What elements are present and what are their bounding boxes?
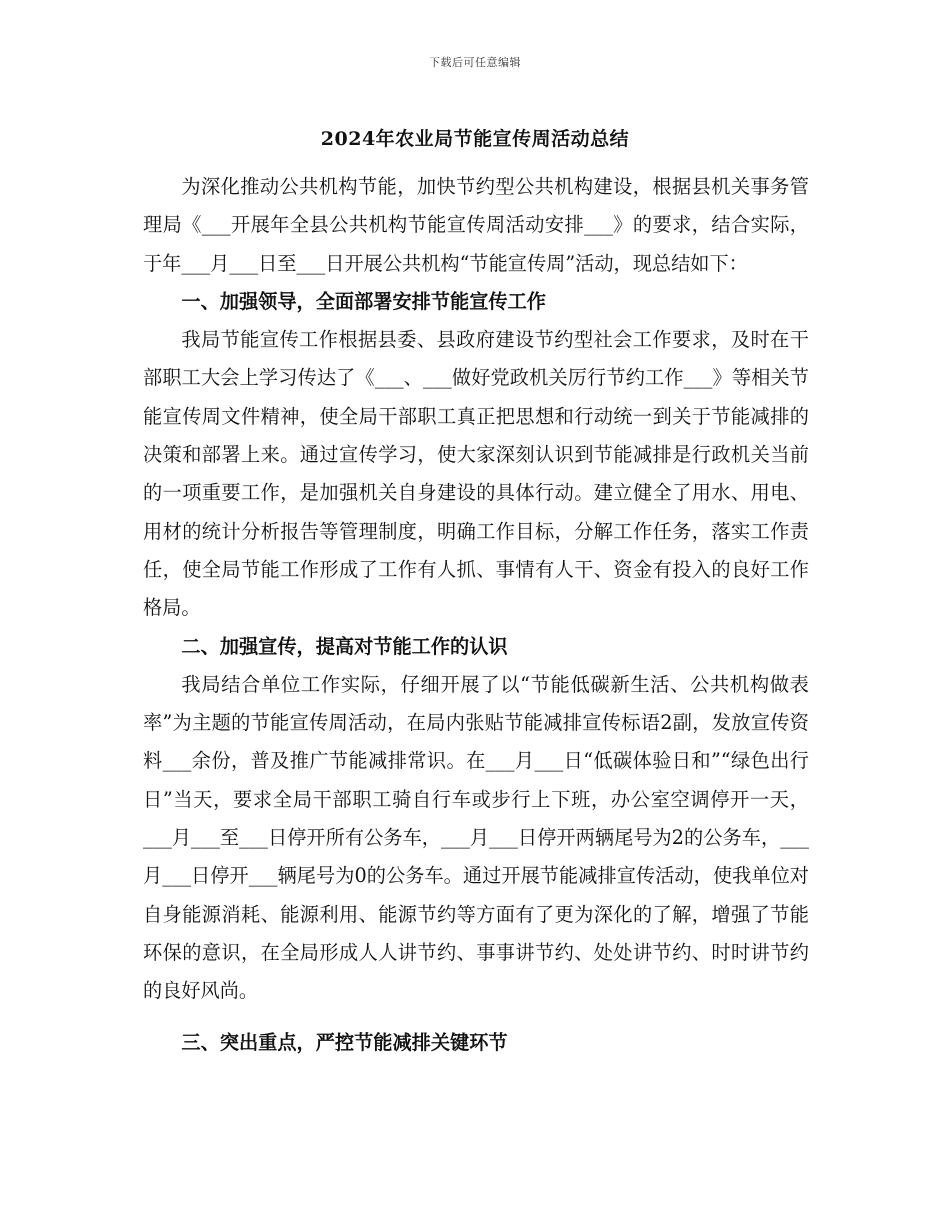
section-1-paragraph: 我局节能宣传工作根据县委、县政府建设节约型社会工作要求，及时在干部职工大会上学习传达了《___、___做好党政机关厉行节约工作___》等相关节能宣传周文件精神，使全局干部职工真正把思想和行动统一到关于节能减排的决策和部署上来。通过宣传学习，使大家深刻认识到节能减排是行政机关当前的一项重要工作，是加强机关自身建设的具体行动。建立健全了用水、用电、用材的统计分析报告等管理制度，明确工作目标，分解工作任务，落实工作责任，使全局节能工作形成了工作有人抓、事情有人干、资金有投入的良好工作格局。 <box>143 328 809 620</box>
document-title: 2024年农业局节能宣传周活动总结 <box>320 128 630 150</box>
section-2-heading: 二、加强宣传，提高对节能工作的认识 <box>181 634 508 658</box>
section-1-heading: 一、加强领导，全面部署安排节能宣传工作 <box>181 289 546 313</box>
section-3-heading: 三、突出重点，严控节能减排关键环节 <box>181 1030 508 1054</box>
header-note: 下载后可任意编辑 <box>429 56 521 69</box>
intro-paragraph: 为深化推动公共机构节能，加快节约型公共机构建设，根据县机关事务管理局《___开展年全县公共机构节能宣传周活动安排___》的要求，结合实际，于年___月___日至___日开展公共机构“节能宣传周”活动，现总结如下： <box>143 175 809 275</box>
section-2-paragraph: 我局结合单位工作实际，仔细开展了以“节能低碳新生活、公共机构做表率”为主题的节能宣传周活动，在局内张贴节能减排宣传标语2副，发放宣传资料___余份，普及推广节能减排常识。在___月___日“低碳体验日和”“绿色出行日”当天，要求全局干部职工骑自行车或步行上下班，办公室空调停开一天，___月___至___日停开所有公务车，___月___日停开两辆尾号为2的公务车，___月___日停开___辆尾号为0的公务车。通过开展节能减排宣传活动，使我单位对自身能源消耗、能源利用、能源节约等方面有了更为深化的了解，增强了节能环保的意识，在全局形成人人讲节约、事事讲节约、处处讲节约、时时讲节约的良好风尚。 <box>143 672 809 1003</box>
document-body <box>143 168 809 1062</box>
